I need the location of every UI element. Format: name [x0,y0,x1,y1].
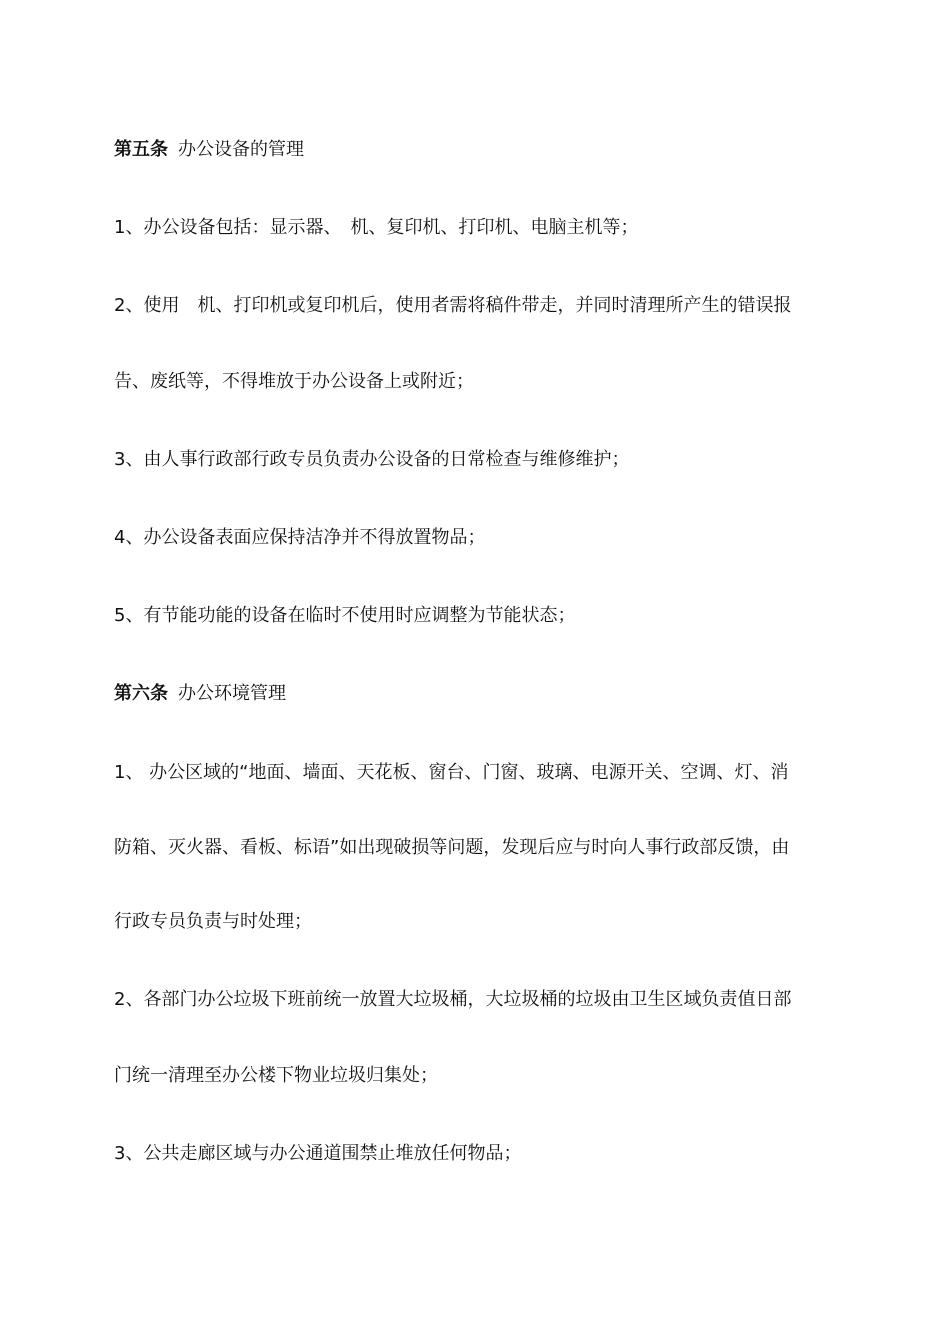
section-6-item-2-line-1: 2、各部门办公垃圾下班前统一放置大垃圾桶，大垃圾桶的垃圾由卫生区域负责值日部 [114,989,792,1010]
section-5-title: 办公设备的管理 [178,139,304,160]
section-5-item-2-line-1: 2、使用 机、打印机或复印机后，使用者需将稿件带走，并同时清理所产生的错误报 [114,295,792,316]
section-6-item-1-line-1: 1、 办公区域的“地面、墙面、天花板、窗台、门窗、玻璃、电源开关、空调、灯、消 [114,762,789,783]
section-6-item-1-line-3: 行政专员负责与时处理； [114,911,312,932]
section-5-heading [114,138,844,162]
section-6-label: 第六条 [114,683,168,704]
section-6-item-1-line-2: 防箱、灭火器、看板、标语”如出现破损等问题，发现后应与时向人事行政部反馈，由 [114,837,790,858]
section-6-title: 办公环境管理 [178,683,286,704]
section-5-item-4: 4、办公设备表面应保持洁净并不得放置物品； [114,527,486,548]
section-6-heading [114,682,844,706]
section-5-item-2-line-2: 告、废纸等，不得堆放于办公设备上或附近； [114,371,474,392]
section-6-item-3: 3、公共走廊区域与办公通道围禁止堆放任何物品； [114,1143,522,1164]
section-5-item-1: 1、办公设备包括：显示器、 机、复印机、打印机、电脑主机等； [114,217,639,238]
section-5-label: 第五条 [114,139,168,160]
section-5-item-5: 5、有节能功能的设备在临时不使用时应调整为节能状态； [114,605,576,626]
section-5-item-3: 3、由人事行政部行政专员负责办公设备的日常检查与维修维护； [114,449,630,470]
section-6-item-2-line-2: 门统一清理至办公楼下物业垃圾归集处； [114,1065,438,1086]
